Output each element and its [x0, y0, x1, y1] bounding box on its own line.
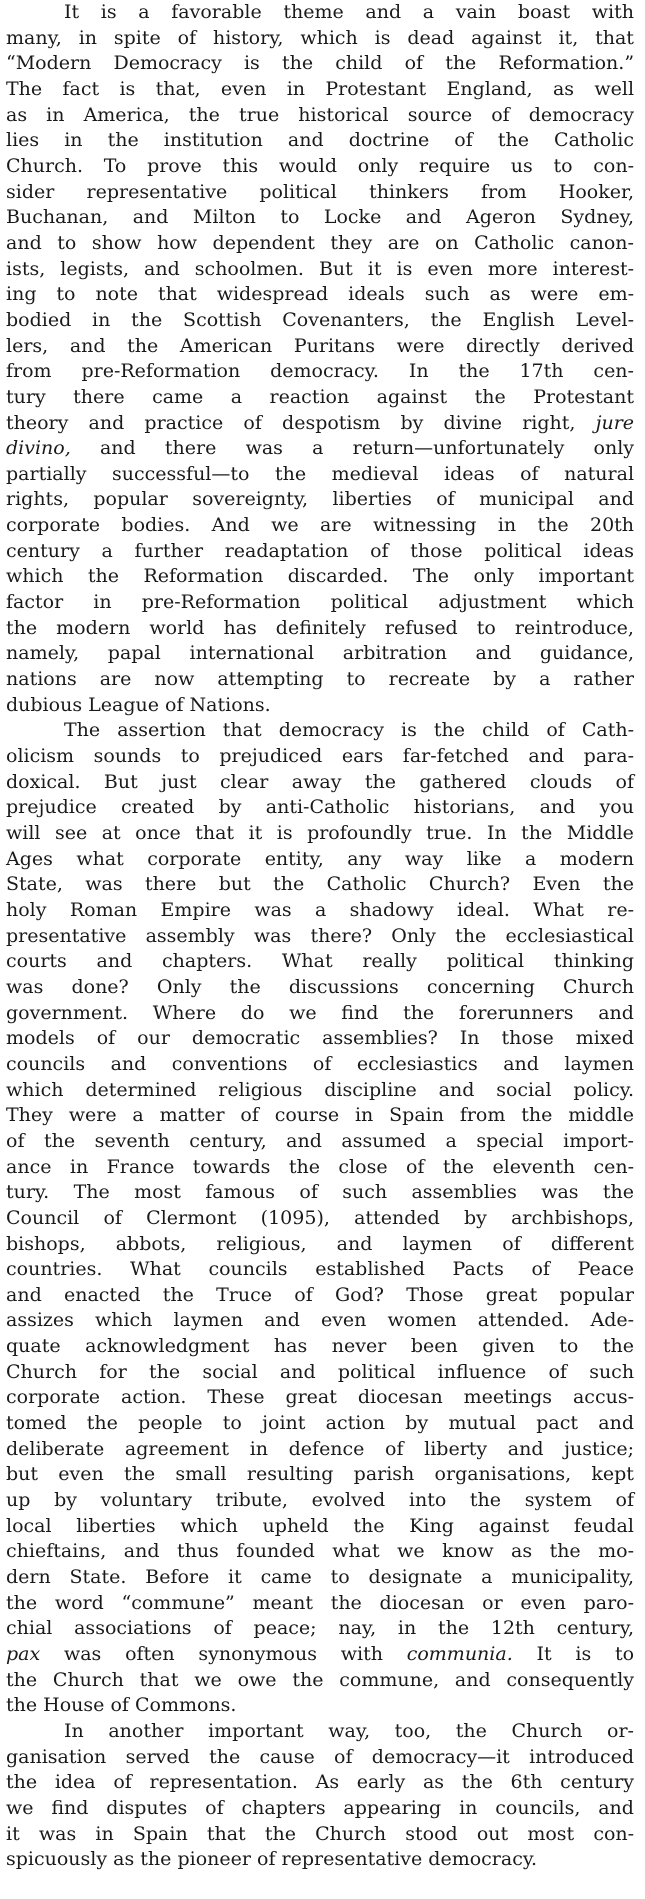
text-line: corporate action. These great diocesan meetings accus-: [6, 1386, 634, 1409]
text-line: and to show how dependent they are on Catholic canon-: [6, 231, 634, 254]
text-line: Ages what corporate entity, any way like a modern: [6, 847, 634, 870]
text-line: government. Where do we find the forerunners and: [6, 1001, 634, 1024]
text-line: lers, and the American Puritans were directly derived: [6, 334, 635, 357]
text-line: ists, legists, and schoolmen. But it is even more interest-: [6, 257, 634, 280]
text-line: was done? Only the discussions concerning Church: [6, 975, 634, 998]
text-line: from pre-Reformation democracy. In the 17th cen-: [6, 360, 634, 383]
text-line: chial associations of peace; nay, in the 12th century,: [6, 1617, 634, 1640]
text-line: nations are now attempting to recreate by a rather: [6, 668, 635, 691]
text-line: corporate bodies. And we are witnessing in the 20th: [6, 514, 635, 537]
text-line: tomed the people to joint action by mutual pact and: [6, 1412, 635, 1435]
paragraph-1: [6, 0, 634, 718]
text-line: Buchanan, and Milton to Locke and Ageron Sydney,: [6, 206, 635, 229]
text-line: up by voluntary tribute, evolved into the system of: [6, 1489, 634, 1512]
text-line: the House of Commons.: [6, 1694, 237, 1717]
text-line: The fact is that, even in Protestant England, as well: [6, 77, 635, 100]
text-line: as in America, the true historical source of democracy: [6, 103, 635, 126]
text-line: doxical. But just clear away the gathered clouds of: [6, 770, 635, 793]
text-line: They were a matter of course in Spain from the middle: [6, 1104, 634, 1127]
text-line: spicuously as the pioneer of representative democracy.: [6, 1848, 538, 1871]
text-line: it was in Spain that the Church stood out most con-: [6, 1822, 635, 1845]
text-line: namely, papal international arbitration and guidance,: [6, 642, 635, 665]
text-line: prejudice created by anti-Catholic historians, and you: [6, 796, 634, 819]
text-line: rights, popular sovereignty, liberties of municipal and: [6, 488, 635, 511]
text-line: Church for the social and political influence of such: [6, 1360, 635, 1383]
text-line: “Modern Democracy is the child of the Reformation.”: [6, 52, 635, 75]
text-line: deliberate agreement in defence of liberty and justice;: [6, 1437, 634, 1460]
text-line: tury. The most famous of such assemblies was the: [6, 1181, 635, 1204]
text-line: bodied in the Scottish Covenanters, the English Level-: [6, 308, 635, 331]
text-line: century a further readaptation of those political ideas: [6, 539, 634, 562]
text-line: dern State. Before it came to designate a municipality,: [6, 1566, 635, 1589]
text-line: State, was there but the Catholic Church? Even the: [6, 873, 634, 896]
text-line: dubious League of Nations.: [6, 693, 271, 716]
text-line: partially successful—to the medieval ideas of natural: [6, 462, 635, 485]
paragraph-2: [6, 718, 634, 1719]
text-line: lies in the institution and doctrine of the Catholic: [6, 129, 635, 152]
text-line: many, in spite of history, which is dead against it, that: [6, 26, 634, 49]
text-line: pax was often synonymous with communia. It is to: [6, 1643, 635, 1665]
text-line: the modern world has definitely refused to reintroduce,: [6, 616, 634, 639]
text-line: tury there came a reaction against the Protestant: [6, 385, 635, 408]
text-line: divino, and there was a return—unfortunately only: [6, 437, 635, 460]
text-line: chieftains, and thus founded what we know as the mo-: [6, 1540, 635, 1563]
text-line: the Church that we owe the commune, and consequently: [6, 1668, 635, 1691]
text-line: The assertion that democracy is the child of Cath-: [64, 719, 635, 742]
text-line: sider representative political thinkers from Hooker,: [6, 180, 635, 203]
text-line: courts and chapters. What really political thinking: [6, 950, 635, 973]
text-line: ganisation served the cause of democracy—it introduced: [6, 1745, 635, 1768]
text-line: ing to note that widespread ideals such as were em-: [6, 283, 635, 306]
text-line: assizes which laymen and even women attended. Ade-: [6, 1309, 635, 1332]
text-line: and enacted the Truce of God? Those great popular: [6, 1283, 634, 1306]
text-line: factor in pre-Reformation political adjustment which: [6, 591, 634, 614]
text-line: bishops, abbots, religious, and laymen of different: [6, 1232, 635, 1255]
text-line: local liberties which upheld the King against feudal: [6, 1514, 634, 1537]
text-line: Church. To prove this would only require us to con-: [6, 154, 635, 177]
text-line: ance in France towards the close of the eleventh cen-: [6, 1155, 635, 1178]
text-line: we find disputes of chapters appearing in councils, and: [6, 1796, 634, 1819]
text-line: models of our democratic assemblies? In those mixed: [6, 1027, 634, 1050]
paragraph-3: [6, 1719, 634, 1873]
text-line: the idea of representation. As early as the 6th century: [6, 1771, 634, 1794]
text-line: Council of Clermont (1095), attended by archbishops,: [6, 1206, 635, 1229]
text-line: countries. What councils established Pacts of Peace: [6, 1258, 635, 1281]
text-line: In another important way, too, the Church or-: [64, 1719, 634, 1742]
text-line: which the Reformation discarded. The only important: [6, 565, 634, 588]
text-line: the word “commune” meant the diocesan or even paro-: [6, 1591, 635, 1614]
text-line: presentative assembly was there? Only the ecclesiastical: [6, 924, 634, 947]
text-line: theory and practice of despotism by divine right, jure: [6, 411, 635, 434]
text-line: but even the small resulting parish organisations, kept: [6, 1463, 634, 1486]
text-line: will see at once that it is profoundly true. In the Middle: [6, 822, 634, 844]
text-line: olicism sounds to prejudiced ears far-fetched and para-: [6, 745, 634, 768]
text-line: of the seventh century, and assumed a special import-: [6, 1129, 634, 1152]
text-line: It is a favorable theme and a vain boast with: [64, 1, 635, 23]
text-line: quate acknowledgment has never been given to the: [6, 1335, 634, 1358]
text-line: which determined religious discipline and social policy.: [6, 1078, 635, 1101]
text-line: holy Roman Empire was a shadowy ideal. What re-: [6, 898, 635, 921]
text-line: councils and conventions of ecclesiastics and laymen: [6, 1052, 635, 1075]
